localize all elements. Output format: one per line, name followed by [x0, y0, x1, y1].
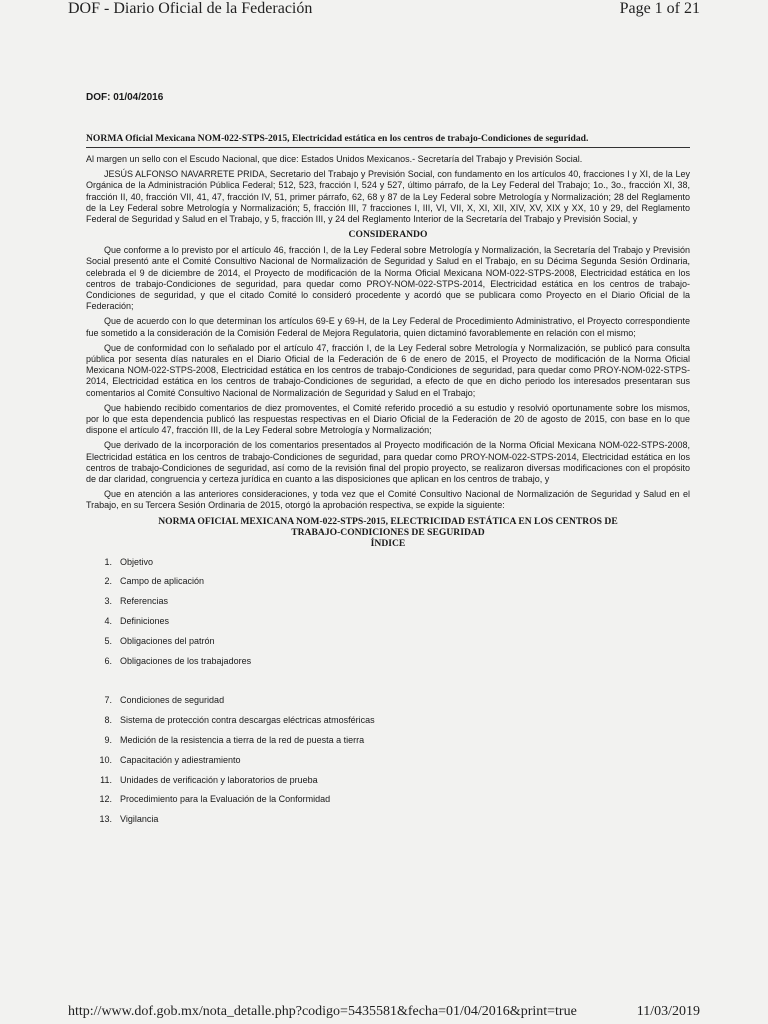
- norma-heading: [86, 516, 690, 538]
- indice-item: [86, 695, 690, 715]
- indice-number: 2.: [104, 576, 112, 587]
- indice-number: 8.: [104, 715, 112, 726]
- print-date: 11/03/2019: [636, 1004, 700, 1019]
- considerando-paragraph: Que de conformidad con lo señalado por el artículo 47, fracción I, de la Ley Federal sobre Metrología y Normalización, se publicó para consulta pública por sesenta días naturales en el Diario Oficial de la Federación de 6 de enero de 2015, el Proyecto de modificación de la Norma Oficial Mexicana NOM-022-STPS-2008, Electricidad estática en los centros de trabajo-Condiciones de seguridad, para quedar como PROY-NOM-022-STPS-2014, Electricidad estática en los centros de trabajo-Condiciones de seguridad, a efecto de que en dicho periodo los interesados presentaran sus comentarios al Comité Consultivo Nacional de Normalización de Seguridad y Salud en el Trabajo;: [86, 342, 690, 398]
- indice-item: [86, 557, 690, 577]
- indice-item: [86, 616, 690, 636]
- indice-item: [86, 735, 690, 755]
- indice-label: Capacitación y adiestramiento: [120, 754, 241, 765]
- indice-number: 7.: [104, 695, 112, 706]
- indice-label: Definiciones: [120, 616, 170, 627]
- indice-number: 12.: [99, 794, 112, 805]
- intro-paragraph: JESÚS ALFONSO NAVARRETE PRIDA, Secretario del Trabajo y Previsión Social, con fundamento en los artículos 40, fracciones I y XI, de la Ley Orgánica de la Administración Pública Federal; 512, 523, fracción I, 524 y 527, último párrafo, de la Ley Federal del Trabajo; 1o., 3o., fracción XI, 38, fracción II, 40, fracción VII, 41, 47, fracción IV, 51, primer párrafo, 62, 68 y 87 de la Ley Federal sobre Metrología y Normalización; 28 del Reglamento de la Ley Federal sobre Metrología y Normalización; 5, fracción III, 7 fracciones I, III, VI, VII, X, XI, XII, XIV, XV, XIX y XX, 10 y 29, del Reglamento Federal de Seguridad y Salud en el Trabajo, y 5, fracción III, y 24 del Reglamento Interior de la Secretaría del Trabajo y Previsión Social, y: [86, 169, 690, 225]
- norma-heading-line2: TRABAJO-CONDICIONES DE SEGURIDAD: [291, 526, 485, 538]
- considerando-paragraph: Que en atención a las anteriores consideraciones, y toda vez que el Comité Consultivo Nacional de Normalización de Seguridad y Salud en el Trabajo, en su Tercera Sesión Ordinaria de 2015, otorgó la aprobación respectiva, se expide la siguiente:: [86, 489, 690, 511]
- print-footer: [0, 1004, 768, 1024]
- document-body: [86, 92, 690, 834]
- page-count: Page 1 of 21: [619, 0, 700, 17]
- indice-item: [86, 636, 690, 656]
- indice-heading: ÍNDICE: [370, 537, 406, 549]
- considerando-paragraph: Que conforme a lo previsto por el artículo 46, fracción I, de la Ley Federal sobre Metrología y Normalización, la Secretaría del Trabajo y Previsión Social presentó ante el Comité Consultivo Nacional de Normalización de Seguridad y Salud en el Trabajo, en su Décima Segunda Sesión Ordinaria, celebrada el 9 de diciembre de 2014, el Proyecto de modificación de la Norma Oficial Mexicana NOM-022-STPS-2008, Electricidad estática en los centros de trabajo-Condiciones de seguridad, para quedar como PROY-NOM-022-STPS-2014, Electricidad estática en los centros de trabajo-Condiciones de seguridad, y que el citado Comité lo consideró procedente y acordó que se publicara como Proyecto en el Diario Oficial de la Federación;: [86, 245, 690, 312]
- indice-label: Sistema de protección contra descargas eléctricas atmosféricas: [120, 715, 375, 726]
- considerando-paragraph: Que derivado de la incorporación de los comentarios presentados al Proyecto modificación de la Norma Oficial Mexicana NOM-022-STPS-2008, Electricidad estática en los centros de trabajo-Condiciones de seguridad, para quedar como PROY-NOM-022-STPS-2014, Electricidad estática en los centros de trabajo-Condiciones de seguridad, así como de la revisión final del propio proyecto, se realizaron diversas modificaciones con el propósito de dar claridad, congruencia y certeza jurídica en cuanto a las disposiciones que aplican en los centros de trabajo, y: [86, 440, 690, 485]
- indice-item: [86, 775, 690, 795]
- indice-item: [86, 814, 690, 834]
- indice-label: Condiciones de seguridad: [120, 695, 225, 706]
- indice-label: Vigilancia: [120, 814, 159, 825]
- indice-label: Objetivo: [120, 556, 154, 567]
- indice-item: [86, 596, 690, 616]
- indice-number: 10.: [99, 754, 112, 765]
- page-url: http://www.dof.gob.mx/nota_detalle.php?codigo=5435581&fecha=01/04/2016&print=true: [68, 1004, 577, 1019]
- indice-number: 11.: [100, 774, 112, 785]
- considerando-paragraph: Que habiendo recibido comentarios de diez promoventes, el Comité referido procedió a su estudio y resolvió oportunamente sobre los mismos, por lo que esta dependencia publicó las respuestas respectivas en el Diario Oficial de la Federación de 20 de agosto de 2015, con base en lo que dispone el artículo 47, fracción III, de la Ley Federal sobre Metrología y Normalización;: [86, 402, 690, 436]
- indice-label: Procedimiento para la Evaluación de la Conformidad: [120, 794, 331, 805]
- indice-label: Campo de aplicación: [120, 576, 205, 587]
- norma-title: NORMA Oficial Mexicana NOM-022-STPS-2015, Electricidad estática en los centros de trabajo-Condiciones de seguridad.: [86, 133, 690, 148]
- indice-label: Obligaciones de los trabajadores: [120, 655, 252, 666]
- indice-item: [86, 576, 690, 596]
- indice-number: 5.: [104, 635, 112, 646]
- norma-heading-line1: NORMA OFICIAL MEXICANA NOM-022-STPS-2015, ELECTRICIDAD ESTÁTICA EN LOS CENTROS DE: [158, 515, 618, 527]
- indice-list: [86, 557, 690, 834]
- indice-number: 3.: [104, 596, 112, 607]
- indice-number: 1.: [104, 556, 112, 567]
- indice-number: 4.: [104, 616, 112, 627]
- dof-date: DOF: 01/04/2016: [86, 92, 164, 103]
- indice-item: [86, 715, 690, 735]
- indice-number: 9.: [104, 735, 112, 746]
- indice-number: 13.: [99, 814, 112, 825]
- considerando-heading: CONSIDERANDO: [348, 229, 428, 241]
- indice-number: 6.: [104, 655, 112, 666]
- indice-label: Referencias: [120, 596, 169, 607]
- indice-item: [86, 794, 690, 814]
- indice-label: Obligaciones del patrón: [120, 635, 215, 646]
- site-title: DOF - Diario Oficial de la Federación: [68, 0, 313, 17]
- indice-label: Unidades de verificación y laboratorios de prueba: [120, 774, 318, 785]
- intro-paragraph: Al margen un sello con el Escudo Nacional, que dice: Estados Unidos Mexicanos.- Secretaría del Trabajo y Previsión Social.: [86, 154, 583, 164]
- considerando-paragraph: Que de acuerdo con lo que determinan los artículos 69-E y 69-H, de la Ley Federal de Procedimiento Administrativo, el Proyecto correspondiente fue sometido a la consideración de la Comisión Federal de Mejora Regulatoria, quien dictaminó favorablemente en relación con el mismo;: [86, 316, 690, 338]
- indice-item: [86, 656, 690, 676]
- print-header: [0, 0, 768, 24]
- indice-item: [86, 755, 690, 775]
- indice-label: Medición de la resistencia a tierra de la red de puesta a tierra: [120, 735, 365, 746]
